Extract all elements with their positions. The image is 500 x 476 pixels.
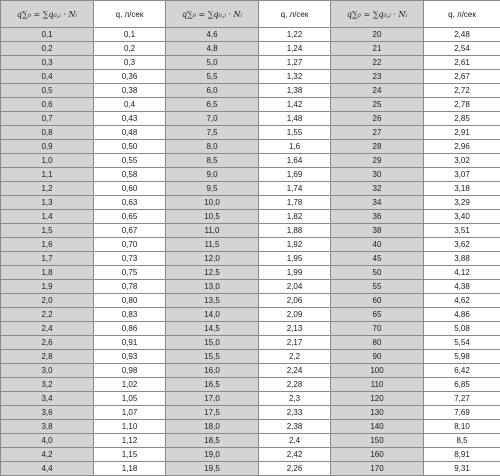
cell-q-sum-2: 5,0 [166, 56, 259, 70]
cell-q-sum-3: 130 [331, 406, 424, 420]
cell-q-flow-1: 0,78 [94, 280, 166, 294]
cell-q-flow-1: 1,05 [94, 392, 166, 406]
cell-q-sum-1: 3,8 [1, 420, 94, 434]
cell-q-flow-3: 7,27 [424, 392, 500, 406]
cell-q-sum-1: 3,0 [1, 364, 94, 378]
cell-q-sum-1: 4,2 [1, 448, 94, 462]
table-row [1, 350, 500, 364]
cell-q-sum-1: 0,9 [1, 140, 94, 154]
table-row [1, 210, 500, 224]
cell-q-flow-1: 0,75 [94, 266, 166, 280]
table-row [1, 140, 500, 154]
cell-q-sum-1: 1,9 [1, 280, 94, 294]
cell-q-flow-1: 0,83 [94, 308, 166, 322]
cell-q-sum-2: 16,0 [166, 364, 259, 378]
cell-q-flow-3: 2,78 [424, 98, 500, 112]
header-q-sum-3: q∑₀ = ∑q₀,ᵢ · Nᵢ [331, 1, 424, 28]
cell-q-flow-2: 1,88 [259, 224, 331, 238]
cell-q-flow-1: 0,48 [94, 126, 166, 140]
cell-q-sum-3: 23 [331, 70, 424, 84]
cell-q-sum-2: 7,5 [166, 126, 259, 140]
cell-q-sum-1: 0,4 [1, 70, 94, 84]
cell-q-sum-3: 20 [331, 28, 424, 42]
cell-q-flow-3: 6,42 [424, 364, 500, 378]
table-row [1, 182, 500, 196]
cell-q-sum-3: 24 [331, 84, 424, 98]
table-body [1, 28, 500, 476]
cell-q-sum-3: 70 [331, 322, 424, 336]
cell-q-flow-1: 0,70 [94, 238, 166, 252]
cell-q-flow-2: 1,78 [259, 196, 331, 210]
cell-q-flow-2: 1,64 [259, 154, 331, 168]
cell-q-sum-2: 14,0 [166, 308, 259, 322]
cell-q-flow-3: 7,69 [424, 406, 500, 420]
cell-q-flow-1: 0,1 [94, 28, 166, 42]
cell-q-flow-1: 0,36 [94, 70, 166, 84]
cell-q-flow-1: 0,80 [94, 294, 166, 308]
cell-q-sum-3: 40 [331, 238, 424, 252]
cell-q-sum-1: 0,7 [1, 112, 94, 126]
cell-q-sum-3: 21 [331, 42, 424, 56]
table-row [1, 392, 500, 406]
table-row [1, 28, 500, 42]
table-row [1, 154, 500, 168]
cell-q-flow-2: 1,32 [259, 70, 331, 84]
header-q-flow-2: q, л/сек [259, 1, 331, 28]
cell-q-flow-2: 1,69 [259, 168, 331, 182]
cell-q-flow-1: 0,63 [94, 196, 166, 210]
cell-q-sum-2: 17,5 [166, 406, 259, 420]
cell-q-flow-2: 1,6 [259, 140, 331, 154]
cell-q-flow-1: 0,60 [94, 182, 166, 196]
cell-q-sum-2: 8,0 [166, 140, 259, 154]
cell-q-flow-2: 2,28 [259, 378, 331, 392]
cell-q-flow-1: 0,91 [94, 336, 166, 350]
cell-q-flow-3: 2,96 [424, 140, 500, 154]
cell-q-flow-2: 2,24 [259, 364, 331, 378]
cell-q-flow-3: 3,40 [424, 210, 500, 224]
cell-q-flow-3: 2,48 [424, 28, 500, 42]
cell-q-flow-2: 2,38 [259, 420, 331, 434]
cell-q-flow-3: 3,29 [424, 196, 500, 210]
cell-q-flow-3: 8,91 [424, 448, 500, 462]
cell-q-flow-2: 1,55 [259, 126, 331, 140]
cell-q-flow-1: 0,2 [94, 42, 166, 56]
cell-q-flow-2: 2,04 [259, 280, 331, 294]
cell-q-sum-2: 12,0 [166, 252, 259, 266]
table-row [1, 252, 500, 266]
cell-q-flow-1: 0,50 [94, 140, 166, 154]
cell-q-flow-1: 0,4 [94, 98, 166, 112]
cell-q-sum-3: 36 [331, 210, 424, 224]
cell-q-sum-3: 32 [331, 182, 424, 196]
cell-q-sum-2: 4,6 [166, 28, 259, 42]
cell-q-sum-2: 9,0 [166, 168, 259, 182]
table-row [1, 336, 500, 350]
cell-q-sum-1: 0,2 [1, 42, 94, 56]
table-row [1, 112, 500, 126]
cell-q-flow-1: 0,43 [94, 112, 166, 126]
cell-q-flow-3: 3,07 [424, 168, 500, 182]
header-q-sum-2: q∑₀ = ∑q₀,ᵢ · Nᵢ [166, 1, 259, 28]
cell-q-sum-1: 0,3 [1, 56, 94, 70]
cell-q-sum-2: 6,0 [166, 84, 259, 98]
table-header-row [1, 1, 500, 28]
cell-q-sum-3: 45 [331, 252, 424, 266]
cell-q-flow-1: 1,10 [94, 420, 166, 434]
cell-q-flow-1: 0,93 [94, 350, 166, 364]
table-row [1, 84, 500, 98]
table-row [1, 126, 500, 140]
cell-q-flow-2: 2,09 [259, 308, 331, 322]
cell-q-sum-3: 29 [331, 154, 424, 168]
cell-q-flow-2: 2,13 [259, 322, 331, 336]
cell-q-sum-1: 3,4 [1, 392, 94, 406]
cell-q-flow-3: 8,5 [424, 434, 500, 448]
cell-q-sum-1: 1,8 [1, 266, 94, 280]
cell-q-sum-1: 2,8 [1, 350, 94, 364]
cell-q-sum-1: 2,6 [1, 336, 94, 350]
table-row [1, 308, 500, 322]
cell-q-flow-1: 0,67 [94, 224, 166, 238]
table-row [1, 448, 500, 462]
cell-q-sum-2: 16,5 [166, 378, 259, 392]
cell-q-flow-3: 3,18 [424, 182, 500, 196]
cell-q-flow-2: 1,38 [259, 84, 331, 98]
cell-q-sum-1: 2,2 [1, 308, 94, 322]
cell-q-sum-1: 0,6 [1, 98, 94, 112]
cell-q-flow-3: 4,38 [424, 280, 500, 294]
table-row [1, 294, 500, 308]
header-q-sum-1: q∑₀ = ∑q₀,ᵢ · Nᵢ [1, 1, 94, 28]
cell-q-sum-3: 140 [331, 420, 424, 434]
cell-q-sum-1: 3,2 [1, 378, 94, 392]
cell-q-flow-3: 2,67 [424, 70, 500, 84]
cell-q-flow-2: 2,06 [259, 294, 331, 308]
cell-q-sum-2: 18,5 [166, 434, 259, 448]
cell-q-flow-3: 3,88 [424, 252, 500, 266]
cell-q-sum-3: 30 [331, 168, 424, 182]
cell-q-sum-3: 80 [331, 336, 424, 350]
table-row [1, 98, 500, 112]
cell-q-sum-1: 1,4 [1, 210, 94, 224]
cell-q-sum-2: 17,0 [166, 392, 259, 406]
cell-q-sum-3: 50 [331, 266, 424, 280]
cell-q-flow-1: 1,07 [94, 406, 166, 420]
cell-q-flow-2: 1,74 [259, 182, 331, 196]
cell-q-flow-1: 0,73 [94, 252, 166, 266]
cell-q-sum-2: 14,5 [166, 322, 259, 336]
table-row [1, 434, 500, 448]
cell-q-sum-2: 5,5 [166, 70, 259, 84]
cell-q-sum-3: 28 [331, 140, 424, 154]
cell-q-flow-2: 2,2 [259, 350, 331, 364]
cell-q-flow-3: 5,98 [424, 350, 500, 364]
table-row [1, 196, 500, 210]
cell-q-sum-3: 26 [331, 112, 424, 126]
cell-q-sum-2: 9,5 [166, 182, 259, 196]
cell-q-sum-3: 90 [331, 350, 424, 364]
cell-q-sum-1: 0,8 [1, 126, 94, 140]
cell-q-sum-3: 110 [331, 378, 424, 392]
cell-q-flow-3: 3,51 [424, 224, 500, 238]
cell-q-sum-2: 12,5 [166, 266, 259, 280]
cell-q-flow-1: 0,3 [94, 56, 166, 70]
cell-q-flow-3: 2,91 [424, 126, 500, 140]
cell-q-sum-1: 0,1 [1, 28, 94, 42]
cell-q-flow-3: 2,61 [424, 56, 500, 70]
cell-q-sum-1: 1,6 [1, 238, 94, 252]
cell-q-sum-3: 55 [331, 280, 424, 294]
cell-q-flow-1: 1,15 [94, 448, 166, 462]
cell-q-sum-3: 27 [331, 126, 424, 140]
table-row [1, 266, 500, 280]
cell-q-flow-1: 0,65 [94, 210, 166, 224]
cell-q-sum-1: 1,5 [1, 224, 94, 238]
cell-q-sum-1: 1,3 [1, 196, 94, 210]
cell-q-flow-3: 9,31 [424, 462, 500, 476]
cell-q-sum-2: 8,5 [166, 154, 259, 168]
cell-q-sum-1: 4,0 [1, 434, 94, 448]
cell-q-sum-1: 1,7 [1, 252, 94, 266]
cell-q-sum-2: 18,0 [166, 420, 259, 434]
cell-q-sum-1: 1,2 [1, 182, 94, 196]
cell-q-flow-2: 1,22 [259, 28, 331, 42]
cell-q-flow-3: 4,12 [424, 266, 500, 280]
header-q-flow-1: q, л/сек [94, 1, 166, 28]
cell-q-flow-2: 2,4 [259, 434, 331, 448]
cell-q-sum-2: 13,5 [166, 294, 259, 308]
table-row [1, 238, 500, 252]
cell-q-sum-3: 22 [331, 56, 424, 70]
cell-q-flow-1: 0,55 [94, 154, 166, 168]
cell-q-flow-2: 1,27 [259, 56, 331, 70]
cell-q-flow-1: 1,02 [94, 378, 166, 392]
cell-q-sum-2: 11,0 [166, 224, 259, 238]
cell-q-flow-1: 0,58 [94, 168, 166, 182]
cell-q-flow-2: 1,82 [259, 210, 331, 224]
cell-q-sum-2: 7,0 [166, 112, 259, 126]
cell-q-sum-3: 60 [331, 294, 424, 308]
cell-q-sum-1: 1,0 [1, 154, 94, 168]
cell-q-flow-3: 3,62 [424, 238, 500, 252]
table-row [1, 224, 500, 238]
table-row [1, 280, 500, 294]
cell-q-flow-2: 1,24 [259, 42, 331, 56]
cell-q-sum-2: 15,5 [166, 350, 259, 364]
cell-q-flow-3: 2,85 [424, 112, 500, 126]
cell-q-flow-3: 5,08 [424, 322, 500, 336]
cell-q-sum-3: 120 [331, 392, 424, 406]
cell-q-flow-2: 1,42 [259, 98, 331, 112]
cell-q-flow-1: 1,12 [94, 434, 166, 448]
cell-q-sum-1: 3,6 [1, 406, 94, 420]
cell-q-flow-2: 2,3 [259, 392, 331, 406]
table-row [1, 378, 500, 392]
cell-q-flow-2: 2,42 [259, 448, 331, 462]
cell-q-sum-2: 11,5 [166, 238, 259, 252]
cell-q-flow-2: 1,99 [259, 266, 331, 280]
table-row [1, 56, 500, 70]
cell-q-sum-1: 1,1 [1, 168, 94, 182]
cell-q-sum-3: 38 [331, 224, 424, 238]
table-row [1, 42, 500, 56]
table-row [1, 406, 500, 420]
cell-q-sum-1: 4,4 [1, 462, 94, 476]
cell-q-flow-1: 0,98 [94, 364, 166, 378]
cell-q-flow-3: 3,02 [424, 154, 500, 168]
cell-q-sum-2: 19,0 [166, 448, 259, 462]
cell-q-sum-3: 25 [331, 98, 424, 112]
cell-q-sum-2: 10,5 [166, 210, 259, 224]
table-row [1, 70, 500, 84]
cell-q-flow-3: 5,54 [424, 336, 500, 350]
cell-q-sum-2: 15,0 [166, 336, 259, 350]
cell-q-flow-2: 1,95 [259, 252, 331, 266]
cell-q-sum-1: 2,4 [1, 322, 94, 336]
cell-q-sum-2: 13,0 [166, 280, 259, 294]
cell-q-flow-1: 1,18 [94, 462, 166, 476]
cell-q-flow-2: 1,92 [259, 238, 331, 252]
table-row [1, 168, 500, 182]
cell-q-sum-2: 4,8 [166, 42, 259, 56]
cell-q-flow-1: 0,86 [94, 322, 166, 336]
cell-q-flow-2: 1,48 [259, 112, 331, 126]
cell-q-flow-2: 2,33 [259, 406, 331, 420]
header-q-flow-3: q, л/сек [424, 1, 500, 28]
cell-q-flow-2: 2,17 [259, 336, 331, 350]
cell-q-sum-1: 0,5 [1, 84, 94, 98]
table-row [1, 364, 500, 378]
cell-q-sum-3: 100 [331, 364, 424, 378]
cell-q-sum-3: 160 [331, 448, 424, 462]
table-row [1, 322, 500, 336]
cell-q-flow-3: 8,10 [424, 420, 500, 434]
table-row [1, 420, 500, 434]
cell-q-flow-3: 4,62 [424, 294, 500, 308]
cell-q-sum-1: 2,0 [1, 294, 94, 308]
cell-q-flow-3: 2,72 [424, 84, 500, 98]
cell-q-flow-1: 0,38 [94, 84, 166, 98]
table-row [1, 462, 500, 476]
cell-q-sum-3: 65 [331, 308, 424, 322]
cell-q-sum-3: 150 [331, 434, 424, 448]
cell-q-flow-3: 4,86 [424, 308, 500, 322]
cell-q-flow-2: 2,26 [259, 462, 331, 476]
cell-q-sum-2: 6,5 [166, 98, 259, 112]
cell-q-sum-3: 34 [331, 196, 424, 210]
cell-q-flow-3: 6,85 [424, 378, 500, 392]
cell-q-flow-3: 2,54 [424, 42, 500, 56]
cell-q-sum-2: 10,0 [166, 196, 259, 210]
cell-q-sum-3: 170 [331, 462, 424, 476]
cell-q-sum-2: 19,5 [166, 462, 259, 476]
